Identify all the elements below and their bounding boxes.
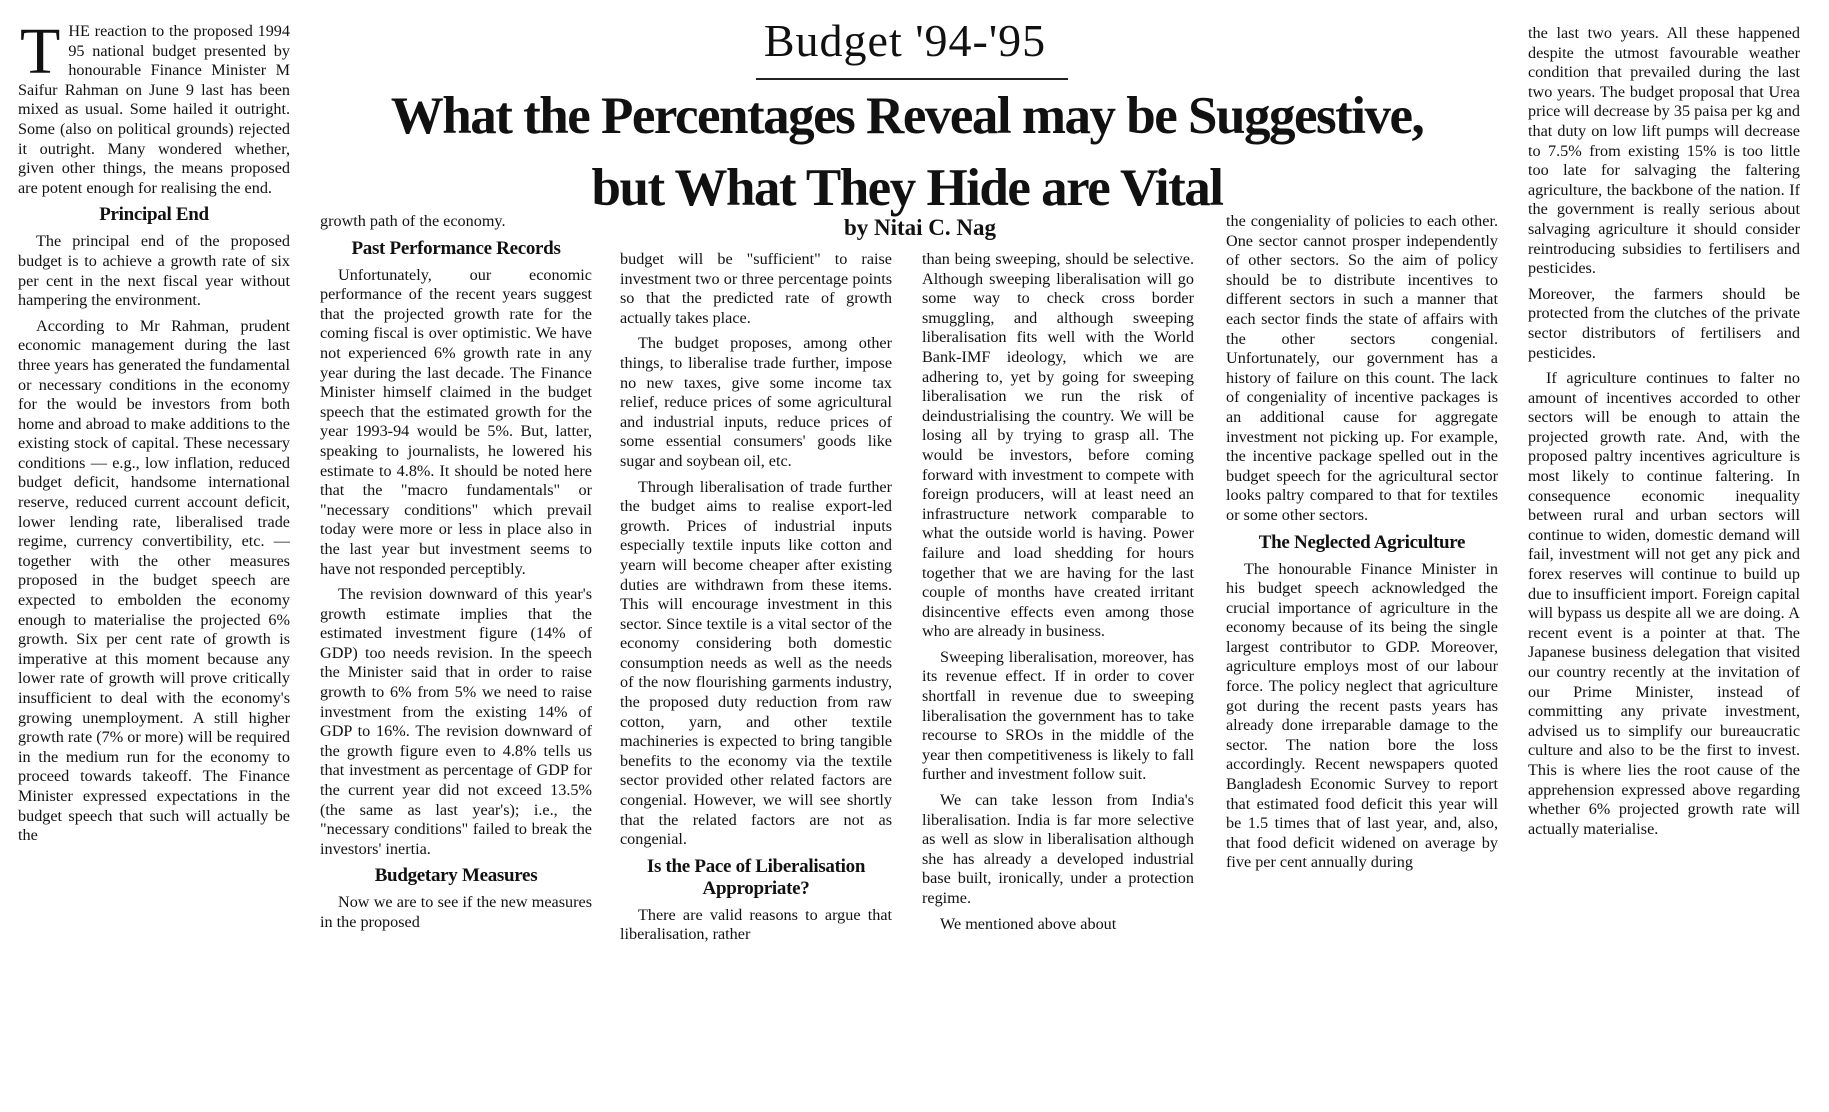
- subheading-neglected-agriculture: The Neglected Agriculture: [1258, 531, 1466, 553]
- paragraph: We can take lesson from India's liberalisation. India is far more selective as well as slow in liberalisation although she has already a developed industrial base built, ironically, under a protection regime.: [922, 791, 1194, 907]
- subheading-principal-end: Principal End: [99, 204, 209, 226]
- drop-cap: T: [20, 22, 61, 88]
- paragraph: The budget proposes, among other things, to liberalise trade further, impose no new taxes, give some income tax relief, reduce prices of some agricultural and industrial inputs, reduce prices of some essential consumers' goods like sugar and soybean oil, etc.: [620, 334, 892, 470]
- subheading-pace-of-liberalisation: Is the Pace of Liberalisation Appropriate?: [646, 855, 866, 899]
- paragraph: There are valid reasons to argue that liberalisation, rather: [620, 905, 892, 944]
- headline-line-1: What the Percentages Reveal may be Suggestive,: [390, 87, 1424, 145]
- column-3: [620, 250, 892, 1112]
- paragraph: Unfortunately, our economic performance of the recent years suggest that the projected growth rate for the coming fiscal is over optimistic. We have not experienced 6% growth rate in any year during the last decade. The Finance Minister himself claimed in the budget speech that the estimated growth for the year 1993-94 would be 5%. But, latter, speaking to journalists, he lowered his estimate to 4.8%. It should be noted here that the "macro fundamentals" or "necessary conditions" which prevail today were more or less in place also in the last year but investment seems to have not responded perceptibly.: [320, 265, 592, 578]
- paragraph: According to Mr Rahman, prudent economic management during the last three years has generated the fundamental or necessary conditions in the economy for the would be investors from both home and abroad to make additions to the existing stock of capital. These necessary conditions — e.g., low inflation, reduced budget deficit, handsome international reserve, reduced current account deficit, lower lending rate, liberalised trade regime, currency convertibility, etc. — together with the other measures proposed in the budget speech are expected to embolden the economy enough to materialise the projected 6% growth. Six per cent rate of growth is imperative at this moment because any lower rate of growth will prove critically insufficient to deal with the economy's growing unemployment. A still higher growth rate (7% or more) will be required in the medium run for the economy to proceed towards takeoff. The Finance Minister expressed expectations in the budget speech that such will actually be the: [18, 316, 290, 845]
- paragraph: the last two years. All these happened despite the utmost favourable weather condition that prevailed during the last two years. The budget proposal that Urea price will decrease by 35 paisa per kg and that duty on low lift pumps will decrease to 7.5% from existing 15% is too little too late for salvaging the faltering agriculture, the backbone of the nation. If the government is really serious about salvaging agriculture it should consider reintroducing subsidies to fertilisers and pesticides.: [1528, 24, 1800, 278]
- paragraph: The revision downward of this year's growth estimate implies that the estimated investment figure (14% of GDP) too needs revision. In the speech the Minister said that in order to raise growth to 6% from 5% we need to raise investment from the existing 14% of GDP to 16%. The revision downward of the growth figure even to 4.8% tells us that investment as percentage of GDP for the current year did not exceed 13.5% (the same as last year's); i.e., the "necessary conditions" failed to break the investors' inertia.: [320, 585, 592, 858]
- column-2: [320, 212, 592, 1112]
- paragraph: Moreover, the farmers should be protected from the clutches of the private sector distributors of fertilisers and pesticides.: [1528, 284, 1800, 362]
- paragraph: The honourable Finance Minister in his budget speech acknowledged the crucial importance of agriculture in the economy because of its being the single largest contributor to GDP. Moreover, agriculture employs most of our labour force. The policy neglect that agriculture got during the recent pasts years has already done irreparable damage to the sector. The nation bore the loss accordingly. Recent newspapers quoted Bangladesh Economic Survey to report that estimated food deficit this year will be 1.5 times that of last year, and, also, that food deficit widened on average by five per cent annually during: [1226, 559, 1498, 872]
- paragraph: If agriculture continues to falter no amount of incentives accorded to other sectors will be enough to attain the projected growth rate. And, with the proposed paltry incentives agriculture is most likely to continue faltering. In consequence economic inequality between rural and urban sectors will continue to widen, domestic demand will fail, investment will not get any pick and forex reserves will continue to build up due to insufficient import. Foreign capital will bypass us despite all we are doing. A recent event is a pointer at that. The Japanese business delegation that visited our country recently at the invitation of our Prime Minister, instead of committing any private investment, advised us to simplify our bureaucratic culture and also to be the first to invest. This is where lies the root cause of the apprehension expressed above regarding whether 6% projected growth rate will actually materialise.: [1528, 369, 1800, 838]
- paragraph-continued: growth path of the economy.: [320, 212, 506, 230]
- column-1: [18, 22, 290, 1112]
- paragraph: than being sweeping, should be selective. Although sweeping liberalisation will go some way to check cross border smuggling, and although sweeping liberalisation fits well with the World Bank-IMF ideology, which we are adhering to, yet by going for sweeping liberalisation we run the risk of deindustrialising the country. We will be losing all by trying to grasp all. The would be investors, before coming forward with investment to compete with foreign producers, will at least need an infrastructure network comparable to what the outside world is having. Power failure and load shedding for hours together that we are having for the last couple of months have created irritant disincentive effects even among those who are already in business.: [922, 250, 1194, 641]
- paragraph: The principal end of the proposed budget is to achieve a growth rate of six per cent in the next fiscal year without hampering the environment.: [18, 232, 290, 310]
- paragraph: budget will be "sufficient" to raise investment two or three percentage points so that the predicted rate of growth actually takes place.: [620, 250, 892, 327]
- paragraph: the congeniality of policies to each other. One sector cannot prosper independently of other sectors. So the aim of policy should be to distribute incentives to different sectors in such a manner that each sector finds the state of affairs with the other sectors congenial. Unfortunately, our government has a history of failure on this count. The lack of congeniality of incentive packages is an additional cause for aggregate investment not picking up. For example, the incentive package spelled out in the budget speech for the agricultural sector looks paltry compared to that for textiles or some other sectors.: [1226, 212, 1498, 524]
- paragraph: Sweeping liberalisation, moreover, has its revenue effect. If in order to cover shortfall in revenue due to sweeping liberalisation the government has to take recourse to SROs in the middle of the year then competitiveness is likely to fall further and investment follow suit.: [922, 647, 1194, 784]
- paragraph: Through liberalisation of trade further the budget aims to realise export-led growth. Prices of industrial inputs especially textile inputs like cotton and yearn will become cheaper after existing duties are withdrawn from these items. This will encourage investment in this sector. Since textile is a vital sector of the economy considering both domestic consumption needs as well as the needs of the now flourishing garments industry, the proposed duty reduction from raw cotton, yarn, and other textile machineries is expected to bring tangible benefits to the economy via the textile sector provided other related factors are congenial. However, we will see shortly that the related factors are not as congenial.: [620, 477, 892, 849]
- column-5: [1226, 212, 1498, 1112]
- article-headline: [312, 80, 1502, 224]
- byline: by Nitai C. Nag: [843, 215, 997, 240]
- lead-paragraph: HE reaction to the proposed 1994 95 national budget presented by honourable Finance Minister M Saifur Rahman on June 9 last has been mixed as usual. Some hailed it outright. Some (also on political grounds) rejected it outright. Many wondered whether, given other things, the means proposed are potent enough for realising the end.: [18, 22, 290, 197]
- column-4: [922, 250, 1194, 1112]
- paragraph: We mentioned above about: [940, 914, 1117, 933]
- column-6: [1528, 24, 1800, 1112]
- headline-line-2: but What They Hide are Vital: [591, 159, 1223, 217]
- subheading-budgetary-measures: Budgetary Measures: [374, 865, 538, 887]
- subheading-past-performance: Past Performance Records: [351, 237, 561, 259]
- section-kicker: Budget '94-'95: [763, 15, 1047, 66]
- paragraph: Now we are to see if the new measures in the proposed: [320, 893, 592, 931]
